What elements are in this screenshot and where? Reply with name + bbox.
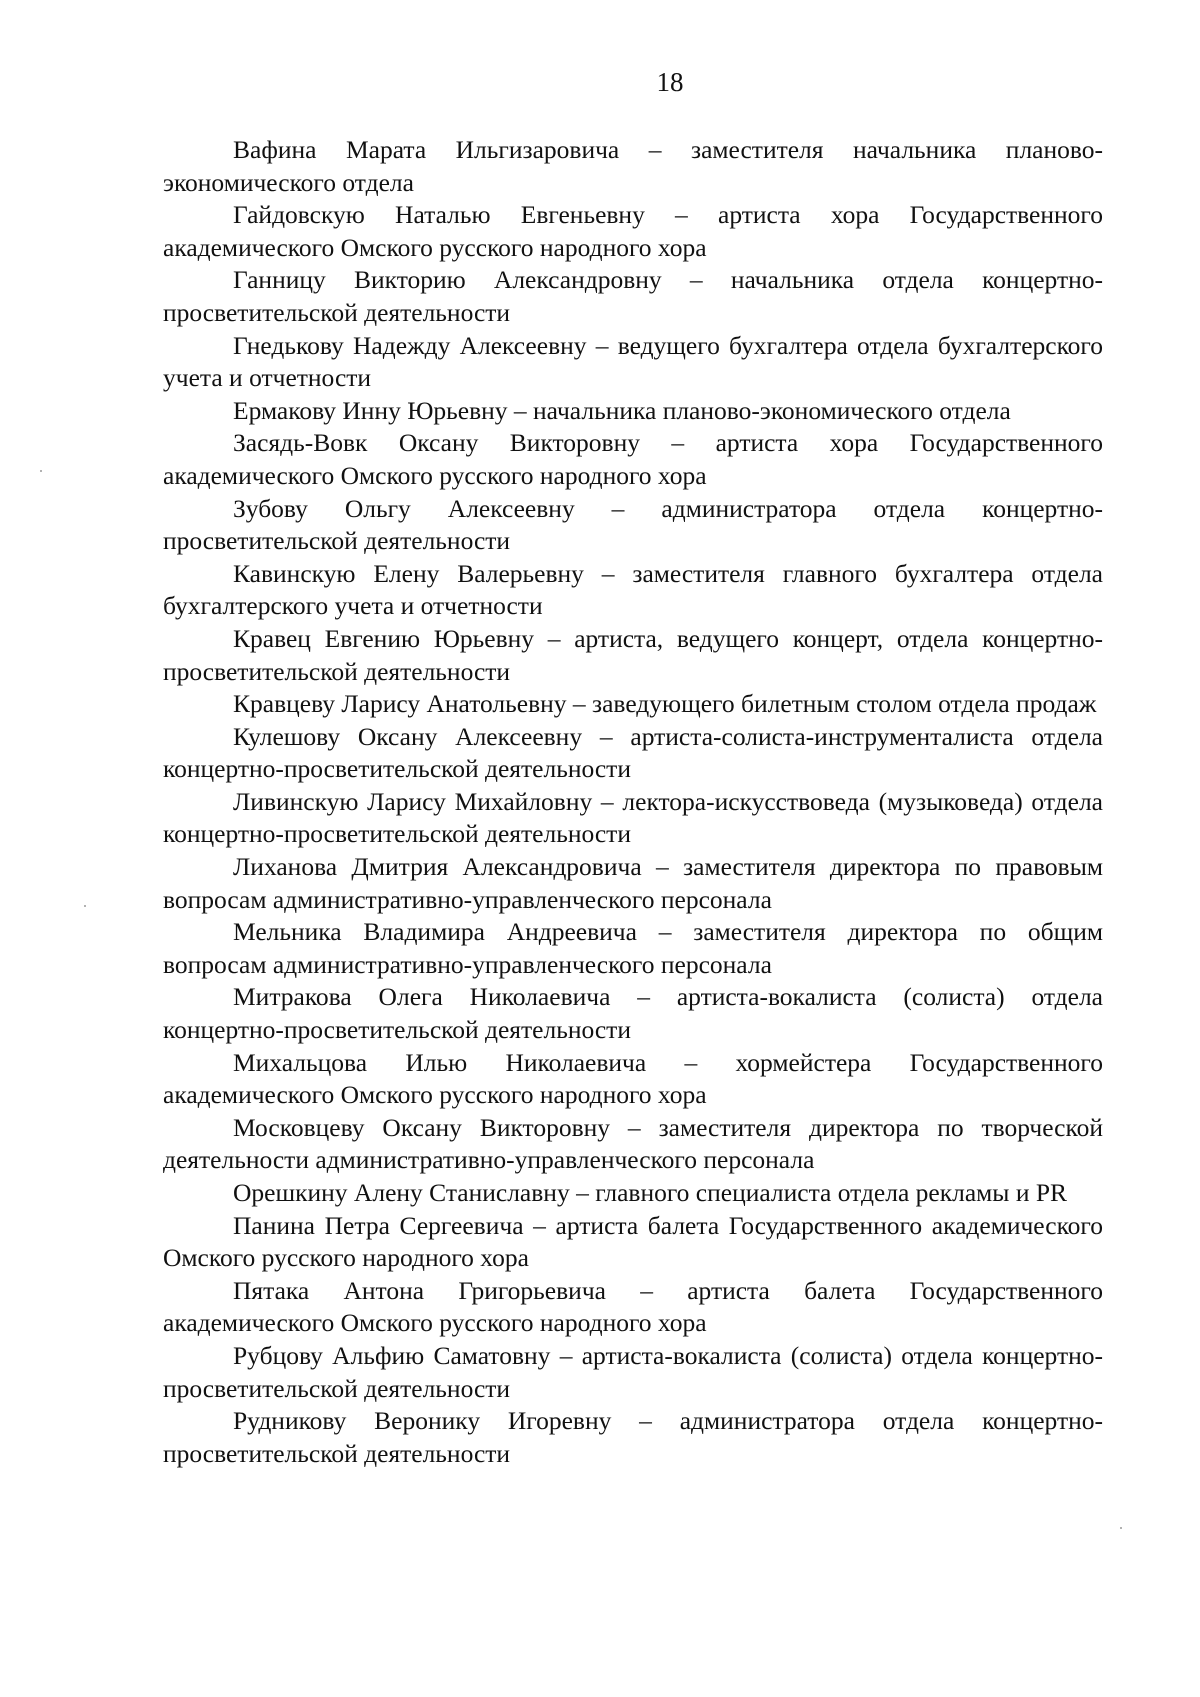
list-entry: Рубцову Альфию Саматовну – артиста-вокалиста (солиста) отдела концертно-просветительской деятельности (163, 1340, 1103, 1403)
list-entry: Ганницу Викторию Александровну – начальника отдела концертно-просветительской деятельности (163, 265, 1103, 327)
list-entry: Гнедькову Надежду Алексеевну – ведущего бухгалтера отдела бухгалтерского учета и отчетности (163, 330, 1103, 393)
list-entry: Михальцова Илью Николаевича – хормейстера Государственного академического Омского русского народного хора (163, 1047, 1103, 1110)
personnel-list (163, 134, 1103, 1470)
list-entry: Засядь-Вовк Оксану Викторовну – артиста хора Государственного академического Омского русского народного хора (163, 428, 1103, 490)
list-entry: Панина Петра Сергеевича – артиста балета Государственного академического Омского русского народного хора (163, 1210, 1103, 1273)
list-entry: Ермакову Инну Юрьевну – начальника планово-экономического отдела (233, 395, 1011, 425)
list-entry: Московцеву Оксану Викторовну – заместителя директора по творческой деятельности административно-управленческого персонала (163, 1112, 1103, 1175)
list-entry: Митракова Олега Николаевича – артиста-вокалиста (солиста) отдела концертно-просветительской деятельности (163, 982, 1103, 1045)
list-entry: Мельника Владимира Андреевича – заместителя директора по общим вопросам административно-управленческого персонала (163, 917, 1103, 979)
list-entry: Кулешову Оксану Алексеевну – артиста-солиста-инструменталиста отдела концертно-просветительской деятельности (163, 721, 1103, 784)
list-entry: Зубову Ольгу Алексеевну – администратора отдела концертно-просветительской деятельности (163, 493, 1103, 556)
scan-speck (1120, 1527, 1122, 1529)
list-entry: Кавинскую Елену Валерьевну – заместителя главного бухгалтера отдела бухгалтерского учета и отчетности (163, 558, 1103, 621)
list-entry: Кравцеву Ларису Анатольевну – заведующего билетным столом отдела продаж (233, 689, 1097, 719)
list-entry: Вафина Марата Ильгизаровича – заместителя начальника планово-экономического отдела (163, 135, 1103, 197)
page-number: 18 (656, 67, 684, 97)
list-entry: Кравец Евгению Юрьевну – артиста, ведущего концерт, отдела концертно-просветительской деятельности (163, 623, 1103, 686)
list-entry: Рудникову Веронику Игоревну – администратора отдела концертно-просветительской деятельности (163, 1406, 1103, 1468)
scan-speck (84, 905, 86, 907)
list-entry: Ливинскую Ларису Михайловну – лектора-искусствоведа (музыковеда) отдела концертно-просветительской деятельности (163, 786, 1103, 849)
list-entry: Пятака Антона Григорьевича – артиста балета Государственного академического Омского русского народного хора (163, 1275, 1103, 1338)
list-entry: Лиханова Дмитрия Александровича – заместителя директора по правовым вопросам административно-управленческого персонала (163, 852, 1103, 914)
scan-speck (40, 470, 42, 472)
list-entry: Орешкину Алену Станиславну – главного специалиста отдела рекламы и PR (233, 1178, 1068, 1207)
list-entry: Гайдовскую Наталью Евгеньевну – артиста хора Государственного академического Омского русского народного хора (163, 200, 1103, 262)
